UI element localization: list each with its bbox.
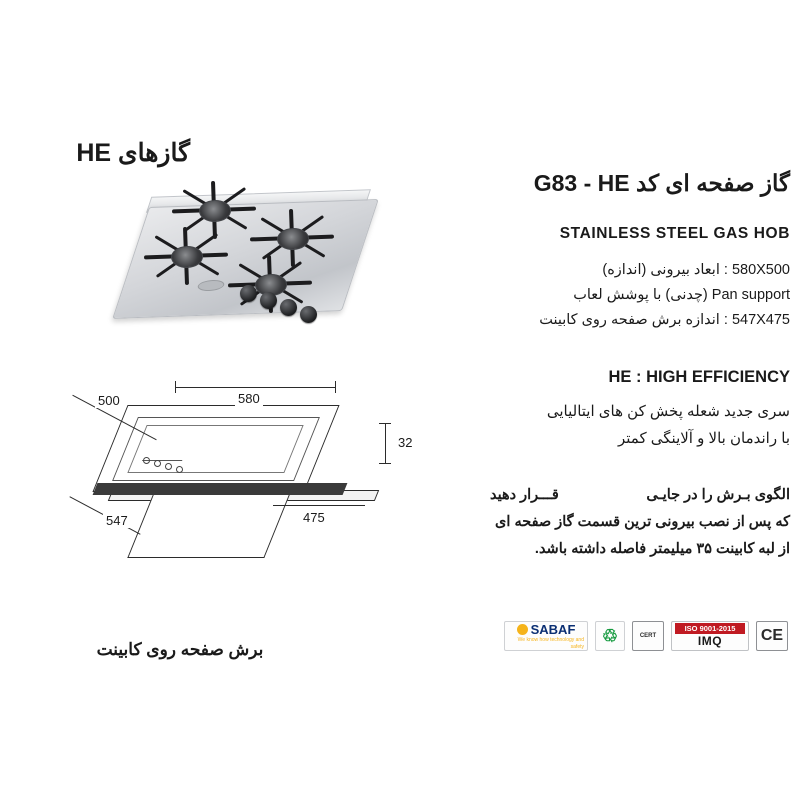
control-knob-2 bbox=[260, 292, 277, 309]
recycle-symbol-label: ♲ bbox=[601, 625, 619, 646]
note-line-1 bbox=[490, 482, 790, 509]
certification-logos bbox=[493, 620, 788, 652]
dim-tick-580-right bbox=[335, 381, 336, 393]
he-heading: HE : HIGH EFFICIENCY bbox=[608, 368, 790, 386]
spec-item-pan-support: Pan support (چدنی) با پوشش لعاب bbox=[573, 287, 790, 303]
certification-seal-label: CERT bbox=[639, 633, 657, 639]
sabaf-label: SABAF bbox=[530, 621, 576, 637]
ce-mark-label: CE bbox=[760, 627, 784, 644]
burner-cap bbox=[199, 199, 232, 222]
specification-list bbox=[490, 258, 790, 333]
he-description-line-1: سری جدید شعله پخش کن های ایتالیایی bbox=[546, 403, 790, 420]
hob-product-photo bbox=[120, 175, 370, 335]
imq-label: IMQ bbox=[697, 634, 723, 648]
certification-seal-icon bbox=[632, 621, 664, 651]
sabaf-tagline: We know how technology and safety bbox=[517, 636, 584, 650]
technical-drawing bbox=[55, 365, 455, 570]
control-knob-4 bbox=[300, 306, 317, 323]
dim-tick-580-left bbox=[175, 381, 176, 393]
burner-cap bbox=[171, 245, 204, 268]
dimension-label-475: 475 bbox=[300, 510, 328, 525]
cutout-caption: برش صفحه روی کابینت bbox=[96, 640, 264, 659]
iso-label: ISO 9001-2015 bbox=[675, 623, 745, 634]
sabaf-logo-icon bbox=[504, 621, 588, 651]
cutout-plate bbox=[93, 483, 348, 495]
control-knob-1 bbox=[240, 285, 257, 302]
dimension-label-580: 580 bbox=[235, 391, 263, 406]
dim-tick-32-bottom bbox=[379, 463, 391, 464]
product-title: گاز صفحه ای کد G83 - HE bbox=[533, 170, 790, 196]
note-line-3: از لبه کابینت ۳۵ میلیمتر فاصله داشته باشد. bbox=[534, 541, 790, 557]
he-description bbox=[490, 398, 790, 452]
dimension-label-32: 32 bbox=[395, 435, 415, 450]
burner-cap bbox=[277, 227, 310, 250]
drawing-knob-4 bbox=[176, 466, 183, 473]
cabinet-cutout-body bbox=[127, 495, 289, 558]
drawing-knob-2 bbox=[154, 460, 161, 467]
burner-grate-front-left bbox=[143, 226, 229, 287]
series-title: گازهای HE bbox=[76, 139, 190, 167]
dimension-line-475 bbox=[273, 505, 365, 506]
dimension-label-500: 500 bbox=[95, 393, 123, 408]
spec-item-cutout: 547X475 : اندازه برش صفحه روی کابینت bbox=[539, 312, 790, 328]
drawing-knob-3 bbox=[165, 463, 172, 470]
note-line-2: که پس از نصب بیرونی ترین قسمت گاز صفحه ای bbox=[495, 514, 790, 530]
right-column bbox=[470, 0, 800, 800]
recycle-symbol-icon bbox=[595, 621, 625, 651]
imq-iso-icon bbox=[671, 621, 749, 651]
dim-tick-32-top bbox=[379, 423, 391, 424]
dimension-line-580 bbox=[175, 387, 335, 388]
drawing-knob-1 bbox=[143, 457, 150, 464]
note-line-1-left: قـــرار دهید bbox=[490, 487, 559, 503]
dimension-line-32 bbox=[385, 423, 386, 463]
note-line-1-right: الگوی بـرش را در جایـی bbox=[646, 487, 790, 503]
spec-item-dimensions: 580X500 : ابعاد بیرونی (اندازه) bbox=[602, 262, 790, 278]
installation-note bbox=[490, 482, 790, 563]
he-description-line-2: با راندمان بالا و آلاینگی کمتر bbox=[617, 430, 790, 447]
product-subtitle: STAINLESS STEEL GAS HOB bbox=[559, 225, 790, 242]
sabaf-wordmark bbox=[517, 622, 576, 637]
dimension-label-547: 547 bbox=[103, 513, 131, 528]
sabaf-dot-icon bbox=[517, 624, 528, 635]
control-knob-3 bbox=[280, 299, 297, 316]
ce-mark-icon bbox=[756, 621, 788, 651]
